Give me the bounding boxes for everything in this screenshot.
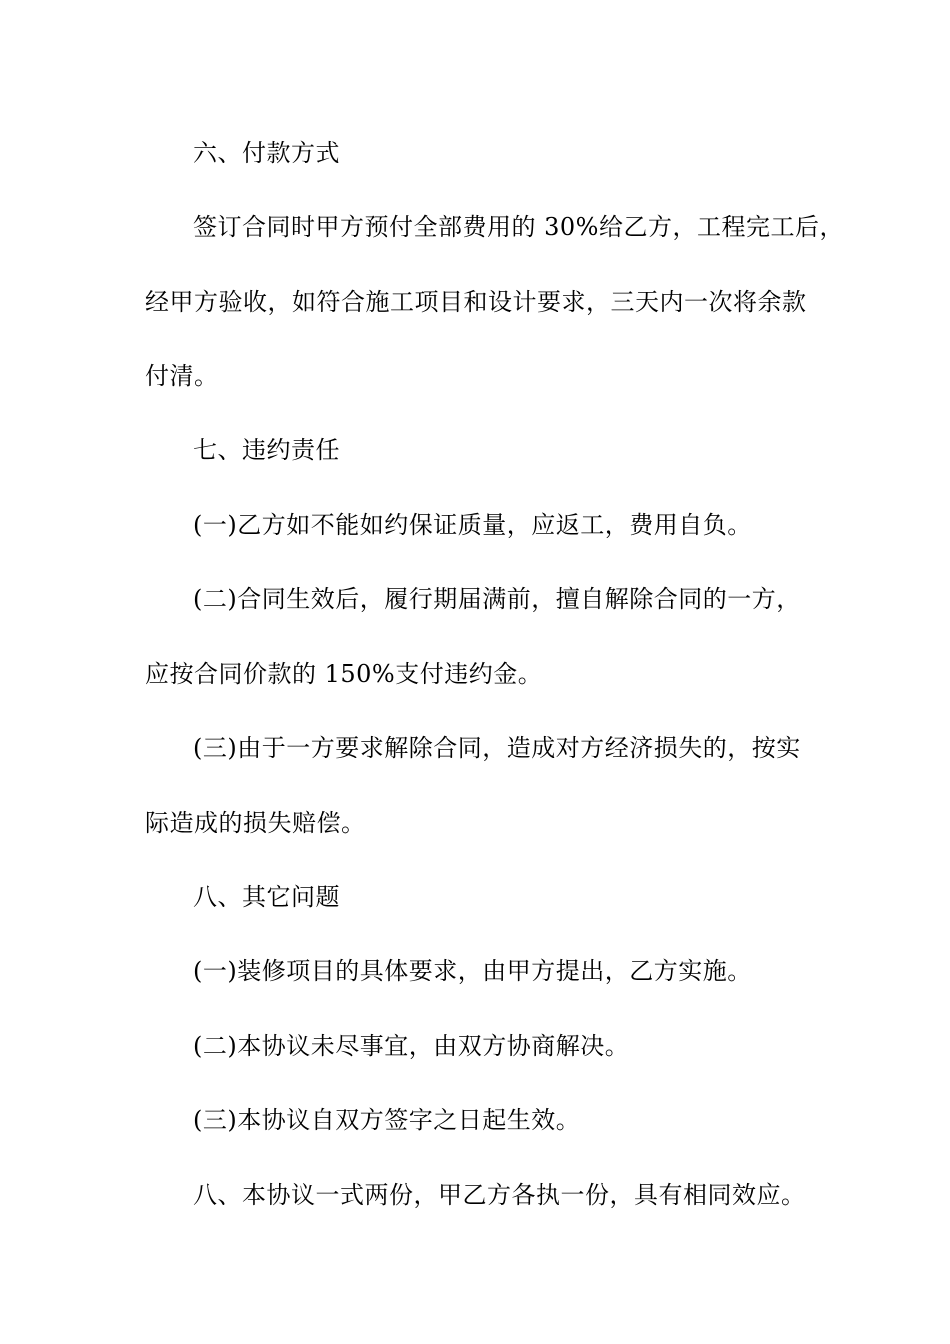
paragraph-line: 付清。 xyxy=(145,362,219,390)
section-heading-payment: 六、付款方式 xyxy=(193,139,340,167)
paragraph-line: 际造成的损失赔偿。 xyxy=(145,809,366,837)
paragraph-line: 签订合同时甲方预付全部费用的 30%给乙方，工程完工后， xyxy=(193,213,844,241)
section-heading-breach: 七、违约责任 xyxy=(193,436,340,464)
paragraph-line: 应按合同价款的 150%支付违约金。 xyxy=(145,660,543,688)
paragraph-line: 八、本协议一式两份，甲乙方各执一份，具有相同效应。 xyxy=(193,1181,806,1209)
section-heading-other: 八、其它问题 xyxy=(193,883,340,911)
paragraph-line: (一)乙方如不能如约保证质量，应返工，费用自负。 xyxy=(193,511,752,539)
paragraph-line: (三)由于一方要求解除合同，造成对方经济损失的，按实 xyxy=(193,734,801,762)
paragraph-line: 经甲方验收，如符合施工项目和设计要求，三天内一次将余款 xyxy=(145,288,807,316)
paragraph-line: (一)装修项目的具体要求，由甲方提出，乙方实施。 xyxy=(193,957,752,985)
paragraph-line: (二)本协议未尽事宜，由双方协商解决。 xyxy=(193,1032,630,1060)
paragraph-line: (三)本协议自双方签字之日起生效。 xyxy=(193,1106,581,1134)
paragraph-line: (二)合同生效后，履行期届满前，擅自解除合同的一方， xyxy=(193,585,801,613)
